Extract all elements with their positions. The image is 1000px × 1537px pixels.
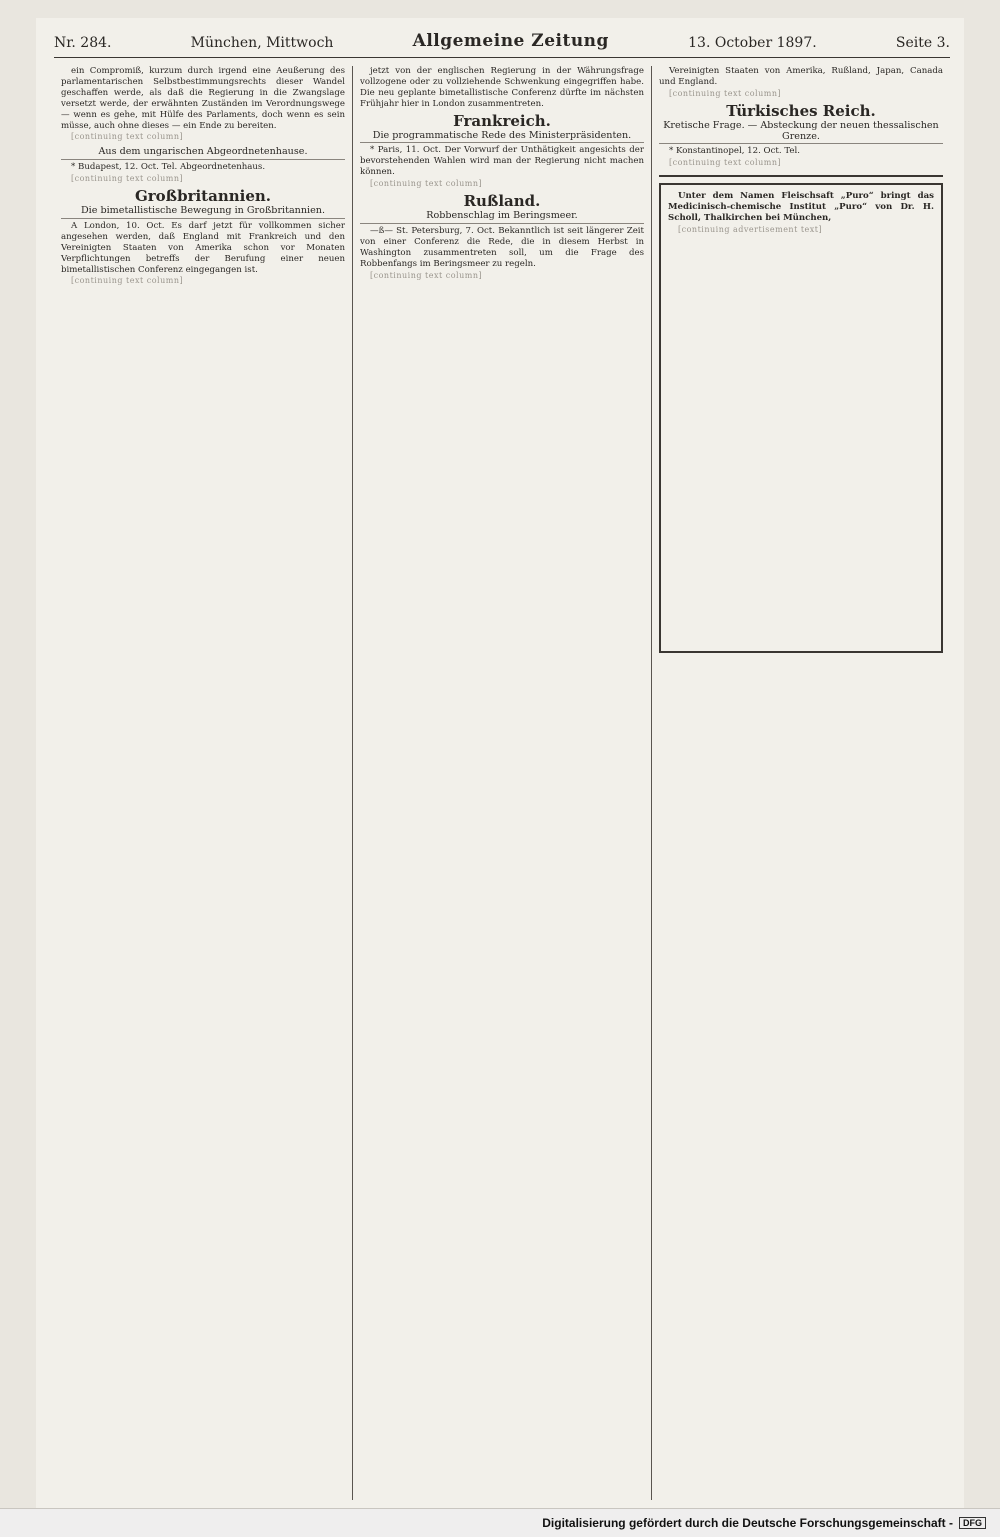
issue-number: Nr. 284. [54, 35, 112, 51]
dfg-logo: DFG [959, 1517, 986, 1529]
body-text-placeholder: [continuing text column] [669, 158, 782, 168]
body-text-placeholder: [continuing text column] [669, 88, 782, 98]
article-paragraph: Vereinigten Staaten von Amerika, Rußland, Japan, Canada und England. [659, 66, 943, 87]
advertisement-lead: Unter dem Namen Fleischsaft „Puro“ bringt das Medicinisch-chemische Institut „Puro“ von Dr. H. Scholl, Thalkirchen bei München, [668, 191, 934, 224]
subsection-heading: Kretische Frage. — Absteckung der neuen thessalischen Grenze. [659, 121, 943, 145]
paper-title: Allgemeine Zeitung [412, 31, 609, 51]
advertisement-body-placeholder: [continuing advertisement text] [678, 224, 823, 234]
article-paragraph: * Budapest, 12. Oct. Tel. Abgeordnetenhaus. [71, 162, 266, 173]
digitization-footer [0, 1508, 1000, 1537]
section-heading: Frankreich. [453, 111, 551, 130]
column-2 [352, 66, 651, 1500]
article-paragraph: * Konstantinopel, 12. Oct. Tel. [669, 146, 800, 157]
text-columns [54, 66, 950, 1500]
body-text-placeholder: [continuing text column] [370, 270, 483, 280]
advertisement-box [659, 183, 943, 653]
subsection-heading: Robbenschlag im Beringsmeer. [360, 211, 644, 224]
article-paragraph: —ß— St. Petersburg, 7. Oct. Bekanntlich ist seit längerer Zeit von einer Conferenz die Rede, die in diesem Herbst in Washington zusammentreten soll, um die Frage des Robbenfangs im Beringsmeer zu regeln. [360, 225, 644, 269]
subsection-heading: Die bimetallistische Bewegung in Großbritannien. [61, 206, 345, 219]
masthead [54, 28, 950, 58]
section-heading: Türkisches Reich. [726, 101, 876, 120]
body-text-placeholder: [continuing text column] [71, 132, 184, 142]
divider [659, 175, 943, 177]
column-1 [54, 66, 352, 1500]
newspaper-page [36, 18, 964, 1508]
section-heading: Großbritannien. [134, 187, 272, 206]
place-day: München, Mittwoch [190, 35, 334, 51]
body-text-placeholder: [continuing text column] [71, 174, 184, 184]
subsection-heading: Die programmatische Rede des Ministerpräsidenten. [360, 131, 644, 144]
footer-credit: Digitalisierung gefördert durch die Deutsche Forschungsgemeinschaft - [542, 1516, 953, 1530]
article-paragraph: jetzt von der englischen Regierung in der Währungsfrage vollzogene oder zu vollziehende Schwenkung eingegriffen habe. Die neu geplante bimetallistische Conferenz dürfte im nächsten Frühjahr hier in London zusammentreten. [360, 66, 644, 109]
issue-date: 13. October 1897. [688, 35, 817, 51]
article-paragraph: * Paris, 11. Oct. Der Vorwurf der Unthätigkeit angesichts der bevorstehenden Wahlen wird man der Regierung nicht machen können. [360, 145, 644, 178]
article-paragraph: ein Compromiß, kurzum durch irgend eine Aeußerung des parlamentarischen Selbstbestimmungsrechts dieser Wandel geschaffen werde, als daß die Regierung in die Zwangslage versetzt werde, der erwähnten Zuständen im Verordnungswege — wenn es gehe, mit Hülfe des Parlaments, doch wenn es sein müsse, auch ohne dieses — ein Ende zu bereiten. [61, 66, 345, 131]
article-paragraph: A London, 10. Oct. Es darf jetzt für vollkommen sicher angesehen werden, daß England mit Frankreich und den Vereinigten Staaten von Amerika schon vor Monaten Verpflichtungen betreffs der Berufung einer neuen bimetallistischen Conferenz eingegangen ist. [61, 220, 345, 275]
subsection-heading: Aus dem ungarischen Abgeordnetenhause. [61, 147, 345, 160]
body-text-placeholder: [continuing text column] [370, 179, 483, 189]
column-3 [651, 66, 950, 1500]
body-text-placeholder: [continuing text column] [71, 276, 184, 286]
section-heading: Rußland. [463, 192, 541, 211]
page-number: Seite 3. [895, 35, 950, 51]
